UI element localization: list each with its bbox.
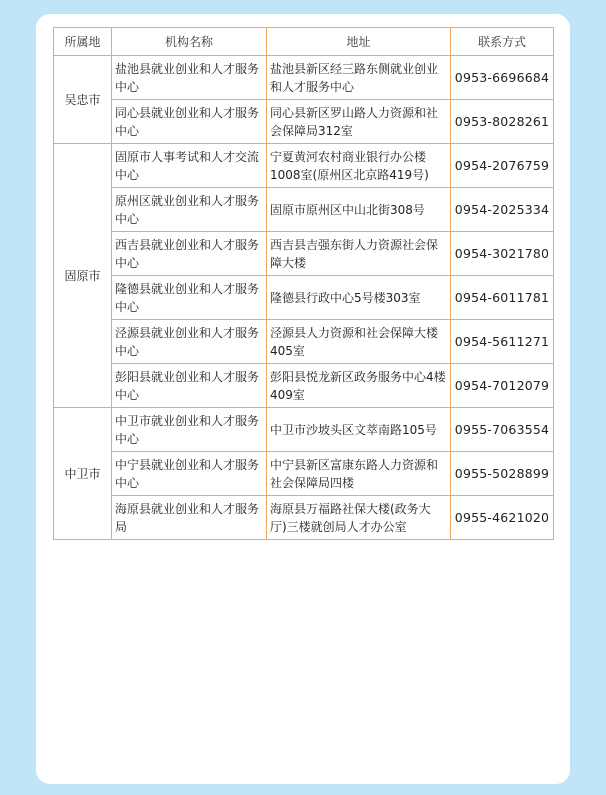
institution-name: 隆德县就业创业和人才服务中心 (112, 276, 267, 320)
header-contact: 联系方式 (451, 28, 554, 56)
institution-name: 固原市人事考试和人才交流中心 (112, 144, 267, 188)
institution-table (53, 27, 554, 540)
institution-address: 同心县新区罗山路人力资源和社会保障局312室 (267, 100, 451, 144)
institution-address: 隆德县行政中心5号楼303室 (267, 276, 451, 320)
table-row (54, 276, 554, 320)
institution-phone: 0955-4621020 (451, 496, 554, 540)
city-cell: 固原市 (54, 144, 112, 408)
institution-address: 中卫市沙坡头区文萃南路105号 (267, 408, 451, 452)
header-institution: 机构名称 (112, 28, 267, 56)
institution-phone: 0954-2025334 (451, 188, 554, 232)
institution-phone: 0954-3021780 (451, 232, 554, 276)
institution-name: 盐池县就业创业和人才服务中心 (112, 56, 267, 100)
institution-address: 固原市原州区中山北街308号 (267, 188, 451, 232)
institution-phone: 0954-6011781 (451, 276, 554, 320)
institution-name: 西吉县就业创业和人才服务中心 (112, 232, 267, 276)
table-row (54, 100, 554, 144)
institution-phone: 0955-5028899 (451, 452, 554, 496)
institution-phone: 0954-5611271 (451, 320, 554, 364)
table-row (54, 364, 554, 408)
city-cell: 中卫市 (54, 408, 112, 540)
city-cell: 吴忠市 (54, 56, 112, 144)
institution-phone: 0953-8028261 (451, 100, 554, 144)
institution-name: 原州区就业创业和人才服务中心 (112, 188, 267, 232)
table-row (54, 408, 554, 452)
institution-address: 盐池县新区经三路东侧就业创业和人才服务中心 (267, 56, 451, 100)
institution-name: 泾源县就业创业和人才服务中心 (112, 320, 267, 364)
table-row (54, 56, 554, 100)
institution-name: 中宁县就业创业和人才服务中心 (112, 452, 267, 496)
table-row (54, 452, 554, 496)
table-row (54, 496, 554, 540)
table-header-row (54, 28, 554, 56)
table-row (54, 232, 554, 276)
institution-name: 同心县就业创业和人才服务中心 (112, 100, 267, 144)
table-row (54, 320, 554, 364)
institution-phone: 0954-2076759 (451, 144, 554, 188)
institution-address: 海原县万福路社保大楼(政务大厅)三楼就创局人才办公室 (267, 496, 451, 540)
table-row (54, 144, 554, 188)
header-region: 所属地 (54, 28, 112, 56)
institution-address: 宁夏黄河农村商业银行办公楼1008室(原州区北京路419号) (267, 144, 451, 188)
institution-phone: 0955-7063554 (451, 408, 554, 452)
institution-phone: 0953-6696684 (451, 56, 554, 100)
institution-address: 中宁县新区富康东路人力资源和社会保障局四楼 (267, 452, 451, 496)
institution-address: 彭阳县悦龙新区政务服务中心4楼409室 (267, 364, 451, 408)
institution-name: 彭阳县就业创业和人才服务中心 (112, 364, 267, 408)
institution-name: 中卫市就业创业和人才服务中心 (112, 408, 267, 452)
table-row (54, 188, 554, 232)
institution-phone: 0954-7012079 (451, 364, 554, 408)
institution-address: 西吉县吉强东街人力资源社会保障大楼 (267, 232, 451, 276)
institution-address: 泾源县人力资源和社会保障大楼405室 (267, 320, 451, 364)
institution-name: 海原县就业创业和人才服务局 (112, 496, 267, 540)
header-address: 地址 (267, 28, 451, 56)
